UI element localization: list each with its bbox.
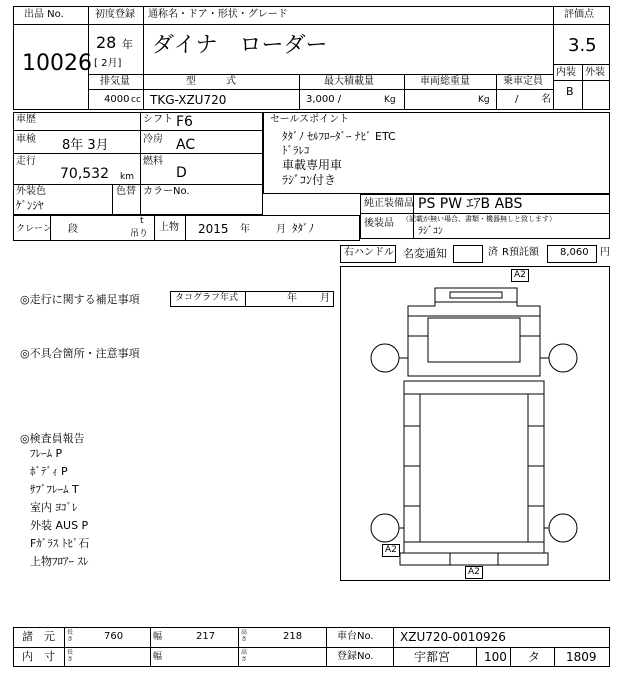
- shift-value: F6: [176, 114, 193, 130]
- divider: [404, 74, 405, 110]
- divider: [143, 6, 144, 74]
- length-label: 長さ: [67, 629, 74, 643]
- reg-year-unit: 年: [122, 38, 133, 51]
- fuel-value: D: [176, 165, 187, 181]
- upper-label: 上物: [159, 222, 179, 233]
- gross-weight-label: 車両総重量: [420, 76, 470, 87]
- crane-hang-label: 吊り: [130, 229, 149, 239]
- upper-maker: ﾀﾀﾞﾉ: [292, 222, 314, 235]
- height-value: 218: [283, 631, 303, 642]
- car-name-label: 通称名・ドア・形状・グレード: [148, 9, 288, 20]
- recycle-done: 済: [488, 247, 498, 258]
- tacho-year-unit: 年: [287, 293, 297, 304]
- tacho-month-unit: 月: [320, 293, 330, 304]
- mileage-value: 70,532: [60, 166, 109, 182]
- aftermarket-value: ﾗｼﾞｺﾝ: [418, 226, 443, 237]
- divider: [140, 184, 141, 215]
- displacement-label: 排気量: [100, 76, 130, 87]
- inspection-label: 車検: [16, 134, 36, 145]
- divider: [238, 627, 239, 667]
- interior-label: 内装: [556, 67, 576, 78]
- divider: [140, 112, 141, 184]
- color-change-label: 色替: [116, 186, 136, 197]
- divider: [360, 213, 610, 214]
- max-load-unit: Kg: [384, 95, 396, 105]
- divider: [393, 627, 394, 667]
- score-value: 3.5: [568, 35, 597, 56]
- recycle-label: R預託額: [502, 247, 539, 258]
- upper-month-unit: 月: [276, 224, 286, 235]
- driving-notes-label: ◎走行に関する補足事項: [20, 293, 140, 306]
- interior-grade: B: [566, 85, 574, 98]
- car-name: ダイナ ローダー: [152, 33, 328, 58]
- first-reg-label: 初度登録: [95, 9, 135, 20]
- yen-unit: 円: [600, 247, 610, 258]
- cc-unit: cc: [131, 95, 141, 105]
- capacity-label: 乗車定員: [503, 76, 543, 87]
- divider: [88, 24, 553, 25]
- std-equipment-label: 純正装備品: [364, 198, 414, 209]
- length-value: 760: [104, 631, 124, 642]
- color-code-label: カラーNo.: [143, 186, 190, 197]
- divider: [496, 74, 497, 110]
- model-label: 型 式: [186, 76, 236, 87]
- inspector-line: 室内 ﾖｺﾞﾚ: [30, 501, 78, 514]
- registration-number: 1809: [566, 650, 597, 664]
- displacement-value: 4000: [104, 94, 130, 105]
- truck-diagram: [340, 266, 610, 581]
- registration-area: 宇都宮: [414, 650, 451, 664]
- gross-weight-unit: Kg: [478, 95, 490, 105]
- divider: [554, 647, 555, 667]
- divider: [13, 647, 610, 648]
- ext-color-label: 外装色: [16, 186, 46, 197]
- width-label: 幅: [153, 652, 163, 662]
- height-label: 高さ: [241, 649, 248, 663]
- registration-kana: タ: [528, 650, 541, 664]
- crane-ton-unit: t: [140, 216, 144, 226]
- divider: [13, 184, 263, 185]
- upper-year: 2015: [198, 222, 229, 236]
- divider: [64, 627, 65, 667]
- inspector-line: ｻﾌﾞﾌﾚｰﾑ T: [30, 483, 79, 496]
- divider: [510, 647, 511, 667]
- width-value: 217: [196, 631, 216, 642]
- sales-point-line: 車載専用車: [282, 158, 343, 172]
- inspection-value: 8年 3月: [62, 138, 109, 153]
- std-equipment-value: PS PW ｴｱB ABS: [418, 196, 523, 212]
- divider: [476, 647, 477, 667]
- sales-point-label: セールスポイント: [270, 114, 350, 125]
- name-change-label: 名変通知: [403, 247, 447, 260]
- divider: [185, 215, 186, 241]
- lot-number: 10026: [22, 51, 92, 76]
- divider: [582, 64, 583, 110]
- model-value: TKG-XZU720: [150, 93, 227, 107]
- inspector-line: ﾎﾞﾃﾞｨ P: [30, 465, 68, 478]
- history-label: 車歴: [16, 114, 36, 125]
- divider: [88, 74, 553, 75]
- divider: [326, 627, 327, 667]
- divider: [553, 6, 554, 110]
- inspector-line: 外装 AUS P: [30, 519, 89, 532]
- detail-frame: [13, 112, 263, 215]
- chassis-label: 車台No.: [337, 631, 374, 642]
- name-change-box: [453, 245, 483, 263]
- divider: [143, 74, 144, 110]
- inner-dims-label: 内 寸: [22, 650, 55, 663]
- max-load-label: 最大積載量: [324, 76, 374, 87]
- inspector-line: 上物ﾌﾛｱｰ ｽﾚ: [30, 555, 89, 568]
- damage-mark: A2: [465, 566, 483, 579]
- reg-month: [ 2月]: [94, 58, 122, 69]
- upper-year-unit: 年: [240, 224, 250, 235]
- divider: [553, 24, 610, 25]
- damage-mark: A2: [511, 269, 529, 282]
- registration-class: 100: [484, 650, 507, 664]
- max-load-value: 3,000 /: [306, 94, 342, 105]
- damage-mark: A2: [382, 544, 400, 557]
- sales-point-line: ﾗｼﾞｺﾝ付き: [282, 173, 337, 187]
- divider: [88, 89, 553, 90]
- crane-label: クレーン: [16, 224, 52, 234]
- length-label: 長さ: [67, 649, 74, 663]
- divider: [13, 24, 89, 25]
- capacity-value: /: [515, 94, 519, 105]
- crane-steps-unit: 段: [68, 224, 78, 235]
- sales-point-line: ﾀﾀﾞﾉ ｾﾙﾌﾛｰﾀﾞｰ ﾅﾋﾞ ETC: [282, 130, 396, 143]
- aftermarket-note: （記載が無い場合、書類・機器無しと致します）: [402, 215, 556, 223]
- divider: [245, 291, 246, 307]
- inspector-line: Fｶﾞﾗｽ ﾄﾋﾞ石: [30, 537, 90, 550]
- divider: [13, 153, 263, 154]
- tacho-label: タコグラフ年式: [175, 293, 239, 303]
- km-unit: km: [120, 172, 134, 182]
- sales-point-line: ﾄﾞﾗﾚｺ: [282, 144, 310, 157]
- chassis-value: XZU720-0010926: [400, 630, 506, 644]
- aftermarket-label: 後装品: [364, 218, 394, 229]
- rhd-label: 右ハンドル: [344, 247, 394, 258]
- divider: [553, 80, 610, 81]
- mileage-label: 走行: [16, 156, 36, 167]
- inspector-label: ◎検査員報告: [20, 432, 85, 445]
- capacity-unit: 名: [541, 94, 551, 105]
- ac-label: 冷房: [143, 134, 163, 145]
- lot-label: 出品 No.: [24, 9, 64, 20]
- inspector-line: ﾌﾚｰﾑ P: [30, 447, 63, 460]
- shift-label: シフト: [143, 114, 173, 125]
- ac-value: AC: [176, 137, 196, 153]
- divider: [150, 627, 151, 667]
- score-label: 評価点: [564, 9, 594, 20]
- reg-year: 28: [96, 33, 117, 52]
- exterior-label: 外装: [585, 67, 605, 78]
- ext-color-value: ｹﾞﾝｼﾔ: [16, 199, 44, 212]
- width-label: 幅: [153, 632, 163, 642]
- outer-dims-label: 諸 元: [22, 630, 55, 643]
- recycle-amount: 8,060: [560, 247, 589, 258]
- defects-label: ◎不具合箇所・注意事項: [20, 347, 140, 360]
- fuel-label: 燃料: [143, 156, 163, 167]
- divider: [112, 184, 113, 215]
- height-label: 高さ: [241, 629, 248, 643]
- divider: [154, 215, 155, 241]
- divider: [299, 74, 300, 110]
- divider: [13, 130, 263, 131]
- registration-label: 登録No.: [337, 651, 374, 662]
